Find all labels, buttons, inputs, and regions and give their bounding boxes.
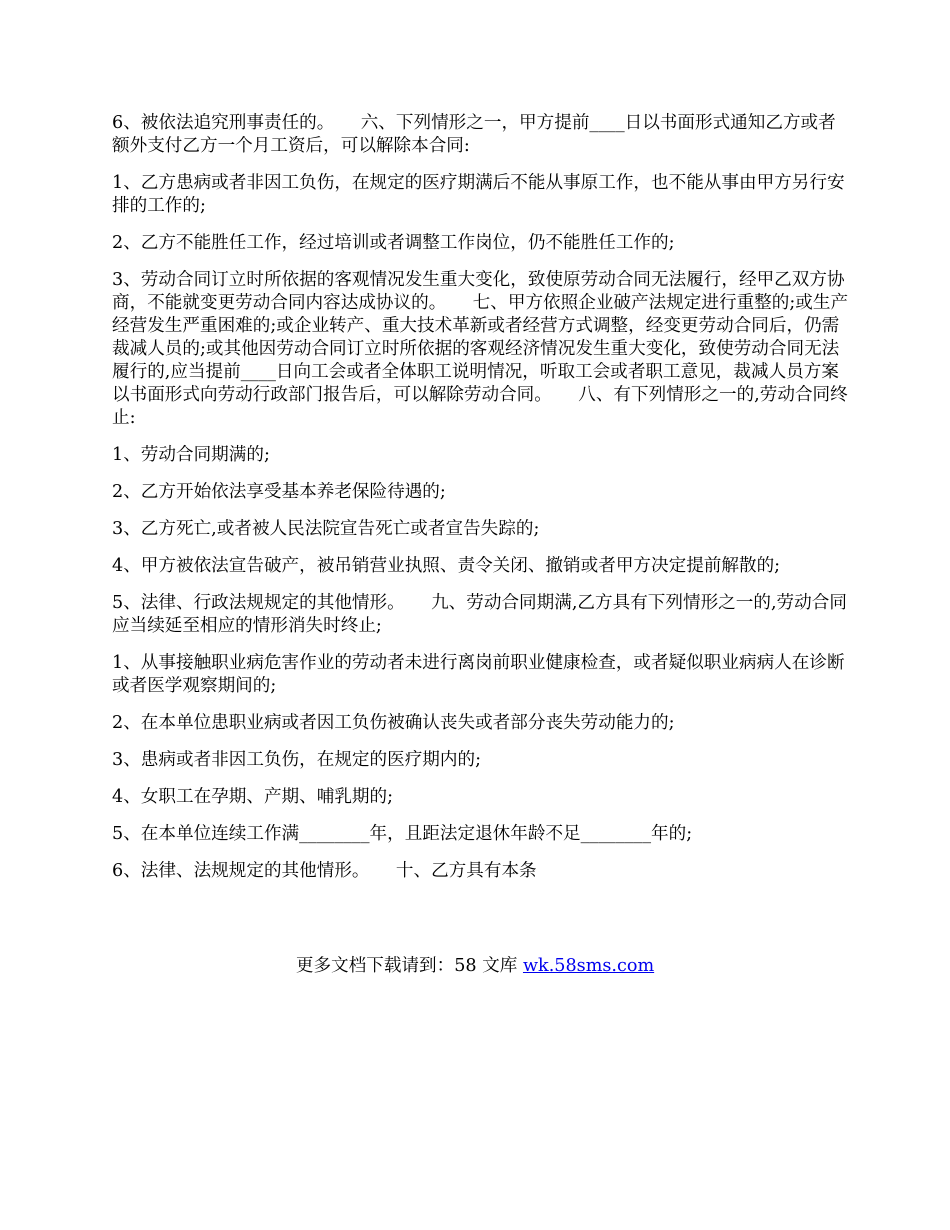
paragraph-2: 1、乙方患病或者非因工负伤，在规定的医疗期满后不能从事原工作，也不能从事由甲方另行安排的工作的;: [112, 173, 845, 216]
footer: [0, 955, 950, 978]
paragraph-5: 1、劳动合同期满的;: [112, 445, 270, 465]
paragraph-3: 2、乙方不能胜任工作，经过培训或者调整工作岗位，仍不能胜任工作的;: [112, 233, 675, 253]
paragraph-11: 2、在本单位患职业病或者因工负伤被确认丧失或者部分丧失劳动能力的;: [112, 713, 675, 733]
paragraph-9: 5、法律、行政法规规定的其他情形。 九、劳动合同期满,乙方具有下列情形之一的,劳动合同应当续延至相应的情形消失时终止;: [112, 593, 847, 636]
footer-text: 更多文档下载请到：58 文库: [295, 956, 523, 976]
paragraph-4: 3、劳动合同订立时所依据的客观情况发生重大变化，致使原劳动合同无法履行，经甲乙双方协商，不能就变更劳动合同内容达成协议的。 七、甲方依照企业破产法规定进行重整的;或生产经营发生严重困难的;或企业转产、重大技术革新或者经营方式调整，经变更劳动合同后，仍需裁减人员的;或其他因劳动合同订立时所依据的客观经济情况发生重大变化，致使劳动合同无法履行的,应当提前____日向工会或者全体职工说明情况，听取工会或者职工意见，裁减人员方案以书面形式向劳动行政部门报告后，可以解除劳动合同。 八、有下列情形之一的,劳动合同终止:: [112, 270, 849, 428]
paragraph-12: 3、患病或者非因工负伤，在规定的医疗期内的;: [112, 750, 481, 770]
footer-link[interactable]: wk.58sms.com: [522, 956, 655, 976]
document-body: [112, 112, 852, 897]
paragraph-1: 6、被依法追究刑事责任的。 六、下列情形之一，甲方提前____日以书面形式通知乙方或者额外支付乙方一个月工资后，可以解除本合同:: [112, 113, 836, 156]
paragraph-13: 4、女职工在孕期、产期、哺乳期的;: [112, 787, 394, 807]
paragraph-6: 2、乙方开始依法享受基本养老保险待遇的;: [112, 482, 446, 502]
paragraph-15: 6、法律、法规规定的其他情形。 十、乙方具有本条: [112, 861, 537, 881]
paragraph-14: 5、在本单位连续工作满________年，且距法定退休年龄不足________年的;: [112, 824, 693, 844]
paragraph-7: 3、乙方死亡,或者被人民法院宣告死亡或者宣告失踪的;: [112, 519, 540, 539]
paragraph-8: 4、甲方被依法宣告破产，被吊销营业执照、责令关闭、撤销或者甲方决定提前解散的;: [112, 556, 781, 576]
paragraph-10: 1、从事接触职业病危害作业的劳动者未进行离岗前职业健康检查，或者疑似职业病病人在诊断或者医学观察期间的;: [112, 653, 845, 696]
